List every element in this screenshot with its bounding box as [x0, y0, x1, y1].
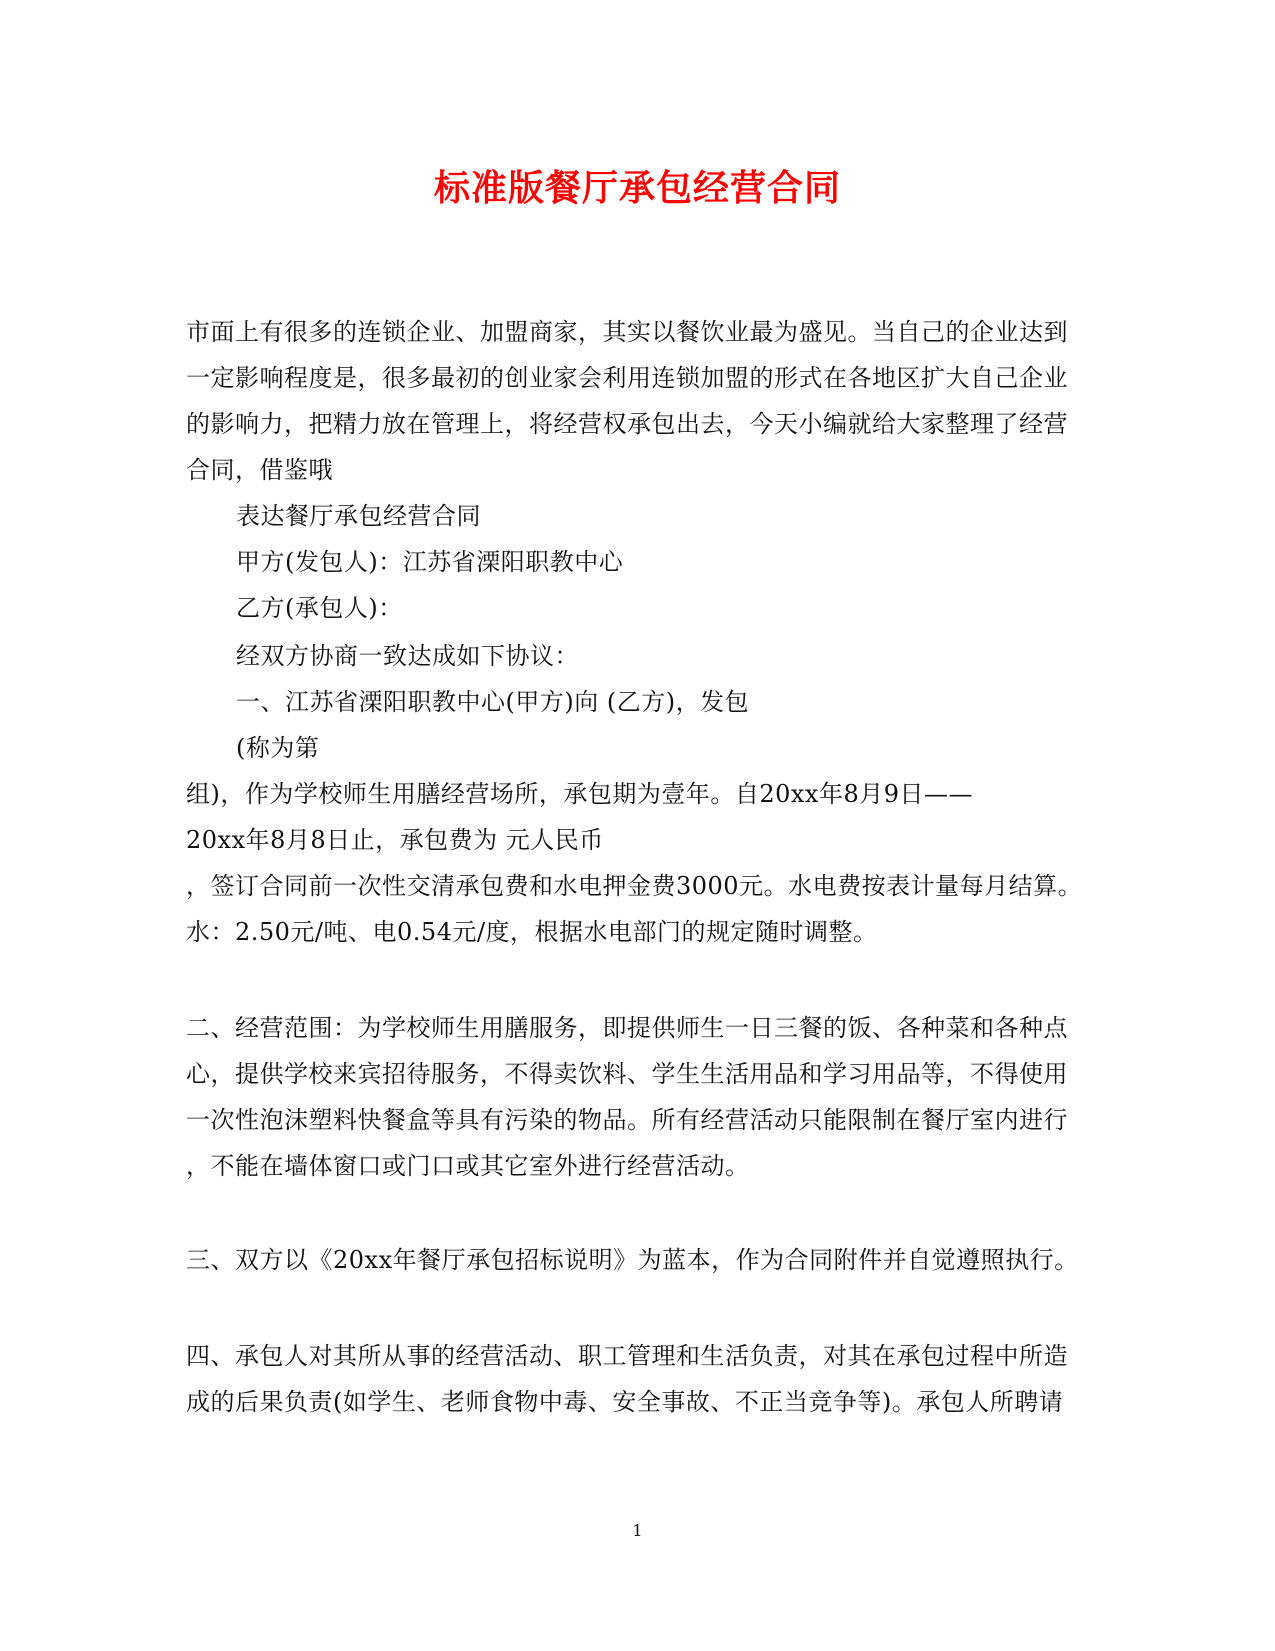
contract-heading: 表达餐厅承包经营合同 [236, 502, 481, 530]
body-line: 一定影响程度是，很多最初的创业家会利用连锁加盟的形式在各地区扩大自己企业 [186, 364, 1068, 392]
body-line: 的影响力，把精力放在管理上，将经营权承包出去，今天小编就给大家整理了经营 [186, 410, 1068, 438]
clause-1-line: 20xx年8月8日止，承包费为 元人民币 [186, 826, 604, 854]
clause-2-line: 心，提供学校来宾招待服务，不得卖饮料、学生生活用品和学习用品等，不得使用 [186, 1060, 1068, 1088]
party-b-line: 乙方(承包人)： [236, 594, 403, 622]
clause-2-line: 一次性泡沫塑料快餐盒等具有污染的物品。所有经营活动只能限制在餐厅室内进行 [186, 1106, 1068, 1134]
party-a-line: 甲方(发包人)：江苏省溧阳职教中心 [236, 548, 624, 576]
clause-2-line: 二、经营范围：为学校师生用膳服务，即提供师生一日三餐的饭、各种菜和各种点 [186, 1014, 1068, 1042]
clause-1-line: (称为第 [236, 734, 320, 762]
document-title: 标准版餐厅承包经营合同 [433, 167, 841, 209]
body-line: 合同，借鉴哦 [186, 456, 333, 484]
clause-1-line: 一、江苏省溧阳职教中心(甲方)向 (乙方)，发包 [236, 688, 750, 716]
clause-4-line: 四、承包人对其所从事的经营活动、职工管理和生活负责，对其在承包过程中所造 [186, 1342, 1068, 1370]
clause-1-line: ，签订合同前一次性交清承包费和水电押金费3000元。水电费按表计量每月结算。 [186, 872, 1083, 900]
clause-4-line: 成的后果负责(如学生、老师食物中毒、安全事故、不正当竞争等)。承包人所聘请 [186, 1388, 1064, 1416]
clause-3-line: 三、双方以《20xx年餐厅承包招标说明》为蓝本，作为合同附件并自觉遵照执行。 [186, 1246, 1079, 1274]
page-number: 1 [632, 1521, 643, 1540]
clause-1-line: 水：2.50元/吨、电0.54元/度，根据水电部门的规定随时调整。 [186, 918, 878, 946]
body-line: 市面上有很多的连锁企业、加盟商家，其实以餐饮业最为盛见。当自己的企业达到 [186, 318, 1068, 346]
agreement-intro: 经双方协商一致达成如下协议： [236, 642, 579, 670]
clause-1-line: 组)，作为学校师生用膳经营场所，承包期为壹年。自20xx年8月9日—— [186, 780, 974, 808]
clause-2-line: ，不能在墙体窗口或门口或其它室外进行经营活动。 [186, 1152, 750, 1180]
